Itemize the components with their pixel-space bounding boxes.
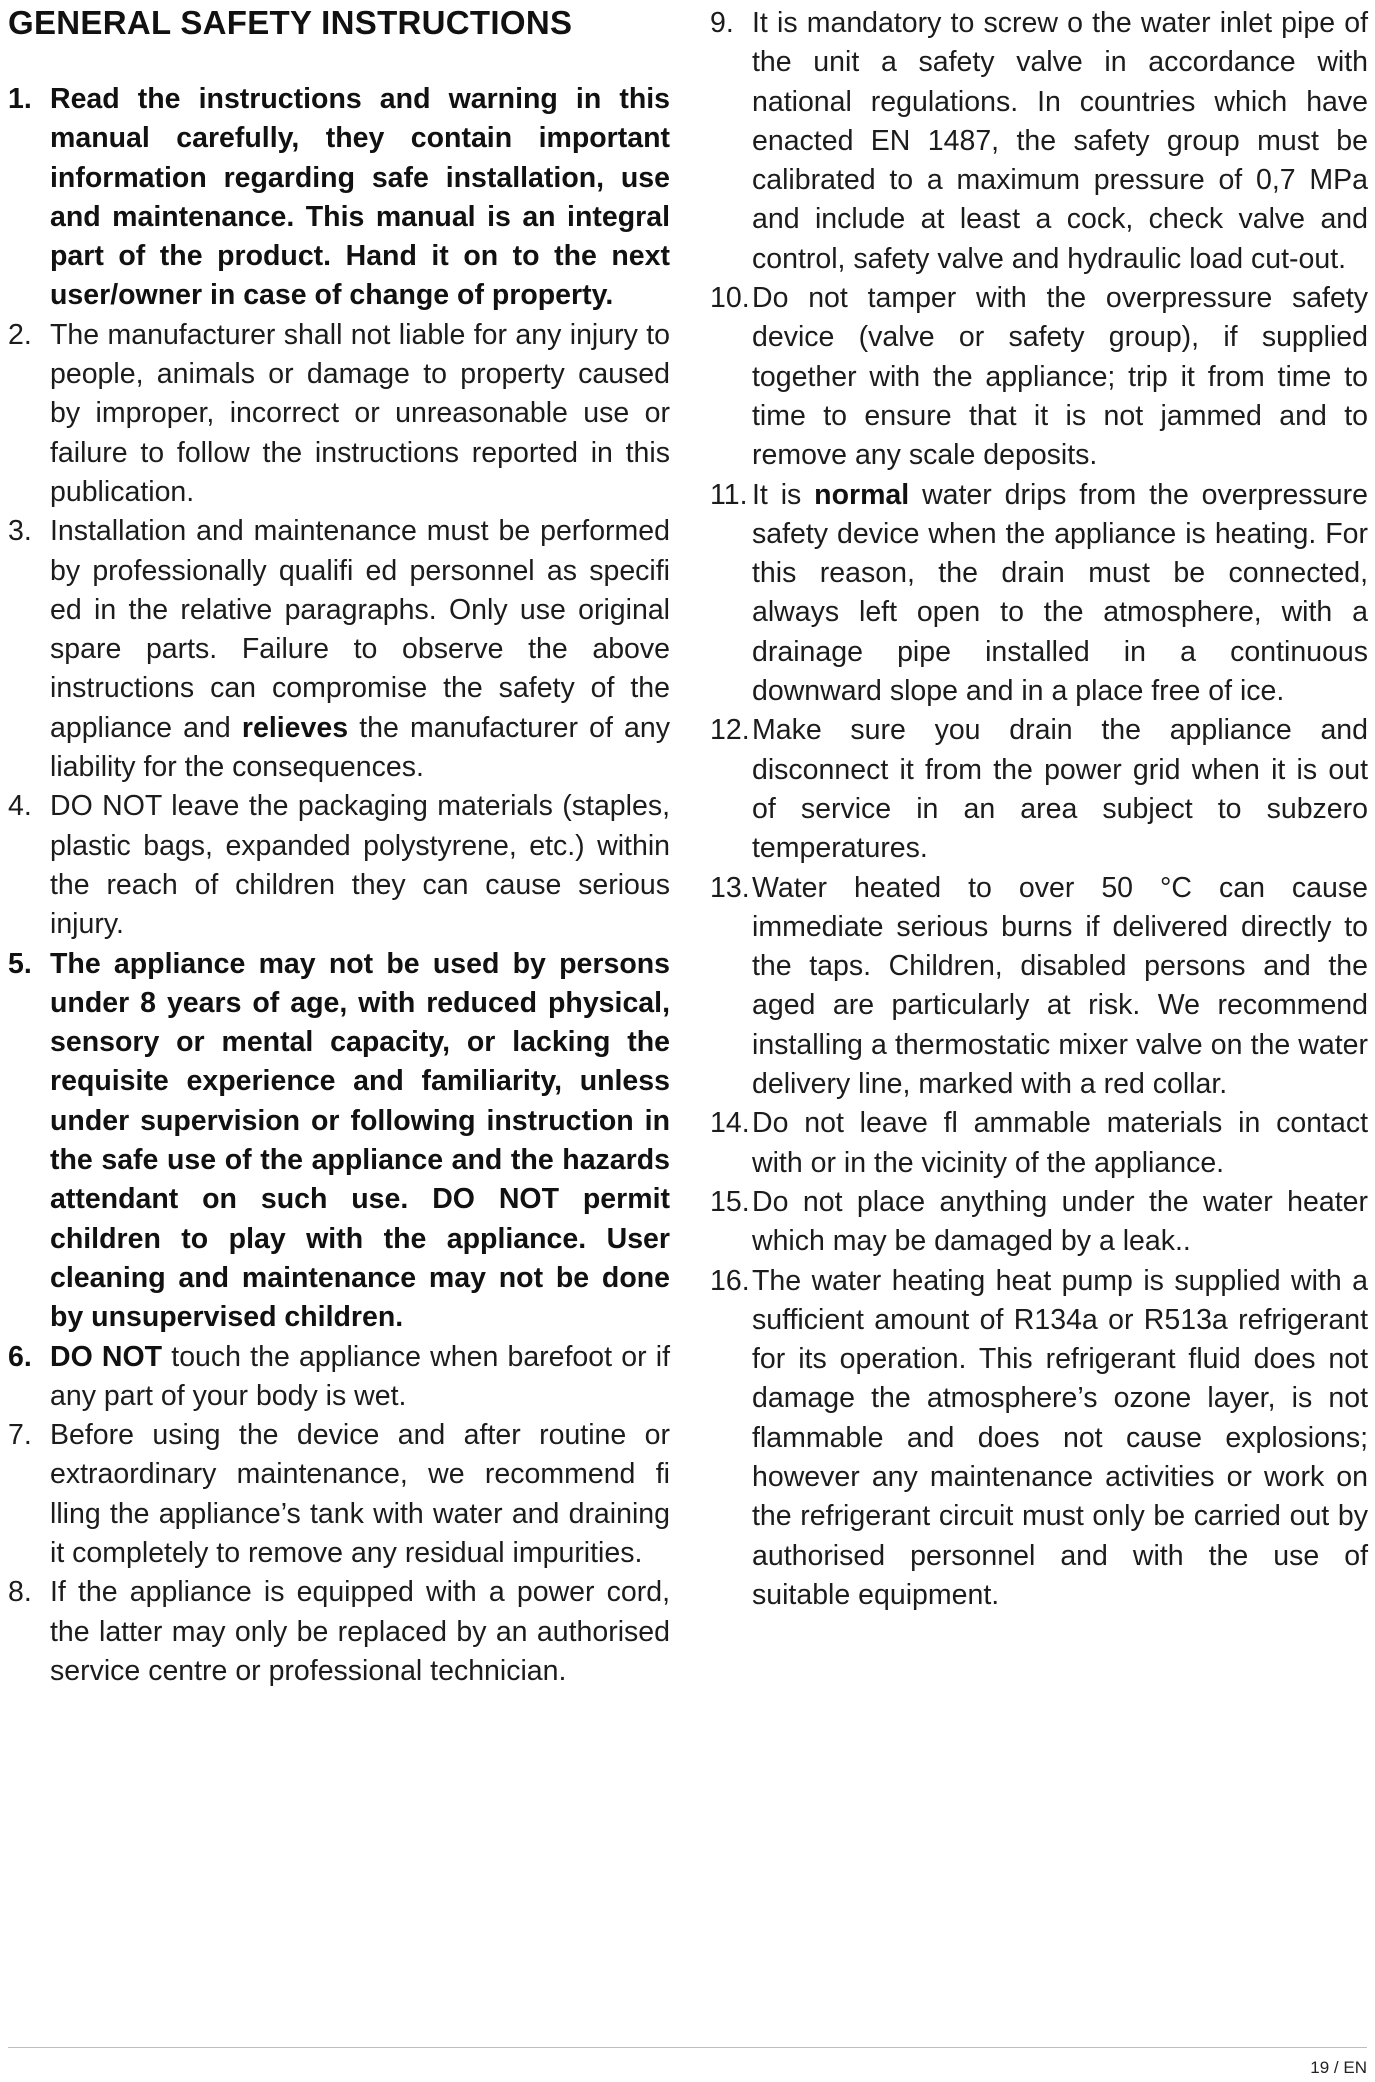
instruction-item-2 — [8, 316, 670, 512]
item-number: 12. — [710, 714, 750, 747]
item-text: touch the appliance when barefoot or if any part of your body is wet. — [50, 1340, 670, 1412]
footer-divider — [8, 2047, 1367, 2048]
item-number: 6. — [8, 1340, 32, 1373]
item-text: It is mandatory to screw o the water inlet pipe of the unit a safety valve in accordance with national regulations. In countries which have enacted EN 1487, the safety group must be calibrated to a maximum pressure of 0,7 MPa and include at least a cock, check valve and control, safety valve and hydraulic load cut-out. — [752, 7, 1368, 275]
item-text: Make sure you drain the appliance and disconnect it from the power grid when it is out of service in an area subject to subzero temperatures. — [752, 714, 1368, 865]
item-number: 4. — [8, 790, 32, 823]
instruction-item-11 — [710, 476, 1368, 712]
instruction-item-7 — [8, 1416, 670, 1573]
item-text: It is — [752, 478, 815, 511]
instruction-item-9 — [710, 4, 1368, 279]
instruction-item-15 — [710, 1183, 1368, 1262]
item-text: the manufacturer of any liability for the consequences. — [50, 711, 671, 784]
item-number: 9. — [710, 7, 734, 39]
instruction-item-12 — [710, 711, 1368, 868]
item-text: Do not leave fl ammable materials in contact with or in the vicinity of the appliance. — [752, 1107, 1368, 1179]
item-number: 10. — [710, 282, 750, 315]
left-column — [8, 80, 670, 1691]
item-number: 2. — [8, 318, 32, 351]
item-emphasis: relieves — [241, 711, 349, 744]
item-number: 8. — [8, 1576, 32, 1609]
item-number: 11. — [710, 478, 748, 511]
item-number: 14. — [710, 1107, 750, 1140]
instruction-item-3 — [8, 512, 670, 787]
item-text: Installation and maintenance must be performed by professionally qualifi ed personnel as specifi ed in the relative paragraphs. Only use original spare parts. Failure to observe the above instructions can compromise the safety of the appliance and — [50, 515, 670, 744]
item-emphasis: normal — [814, 478, 910, 511]
item-text: The appliance may not be used by persons under 8 years of age, with reduced physical, sensory or mental capacity, or lacking the requisite experience and familiarity, unless under supervision or following instruction in the safe use of the appliance and the hazards attendant on such use. DO NOT permit children to play with the appliance. User cleaning and maintenance may not be done by unsupervised children. — [50, 947, 670, 1334]
item-text: Do not tamper with the overpressure safety device (valve or safety group), if supplied together with the appliance; trip it from time to time to ensure that it is not jammed and to remove any scale deposits. — [752, 282, 1368, 472]
item-text: water drips from the overpressure safety device when the appliance is heating. For this reason, the drain must be connected, always left open to the atmosphere, with a drainage pipe installed in a continuous downward slope and in a place free of ice. — [752, 478, 1368, 708]
item-text: The manufacturer shall not liable for any injury to people, animals or damage to property caused by improper, incorrect or unreasonable use or failure to follow the instructions reported in this publication. — [50, 318, 670, 508]
instruction-item-5 — [8, 945, 670, 1338]
item-number: 7. — [8, 1419, 32, 1452]
item-number: 1. — [8, 83, 32, 115]
item-text: If the appliance is equipped with a power cord, the latter may only be replaced by an authorised service centre or professional technician. — [50, 1576, 670, 1687]
item-text: Before using the device and after routine or extraordinary maintenance, we recommend fi lling the appliance’s tank with water and draining it completely to remove any residual impurities. — [50, 1419, 670, 1569]
instruction-item-4 — [8, 787, 670, 944]
item-number: 16. — [710, 1264, 750, 1297]
instruction-item-6 — [8, 1338, 670, 1417]
instruction-item-13 — [710, 869, 1368, 1105]
item-text: Do not place anything under the water heater which may be damaged by a leak.. — [752, 1185, 1368, 1258]
instruction-item-1 — [8, 80, 670, 316]
item-text: Read the instructions and warning in this manual carefully, they contain important information regarding safe installation, use and maintenance. This manual is an integral part of the product. Hand it on to the next user/owner in case of change of property. — [50, 83, 670, 312]
item-number: 3. — [8, 515, 32, 548]
item-text: DO NOT leave the packaging materials (staples, plastic bags, expanded polystyrene, etc.) within the reach of children they can cause serious injury. — [50, 790, 670, 941]
item-number: 15. — [710, 1185, 750, 1218]
item-number: 13. — [710, 871, 750, 904]
instruction-item-10 — [710, 279, 1368, 475]
right-column — [710, 4, 1368, 1615]
item-number: 5. — [8, 947, 32, 980]
page-title: GENERAL SAFETY INSTRUCTIONS — [8, 4, 573, 41]
instruction-item-16 — [710, 1262, 1368, 1616]
item-text: Water heated to over 50 °C can cause immediate serious burns if delivered directly to the taps. Children, disabled persons and the aged are particularly at risk. We recommend installing a thermostatic mixer valve on the water delivery line, marked with a red collar. — [752, 871, 1368, 1101]
instruction-item-8 — [8, 1573, 670, 1691]
page-number: 19 / EN — [1310, 2058, 1367, 2077]
item-emphasis: DO NOT — [50, 1340, 163, 1373]
item-text: The water heating heat pump is supplied with a sufficient amount of R134a or R513a refrigerant for its operation. This refrigerant fluid does not damage the atmosphere’s ozone layer, is not flammable and does not cause explosions; however any maintenance activities or work on the refrigerant circuit must only be carried out by authorised personnel and with the use of suitable equipment. — [752, 1264, 1368, 1611]
instruction-item-14 — [710, 1104, 1368, 1183]
